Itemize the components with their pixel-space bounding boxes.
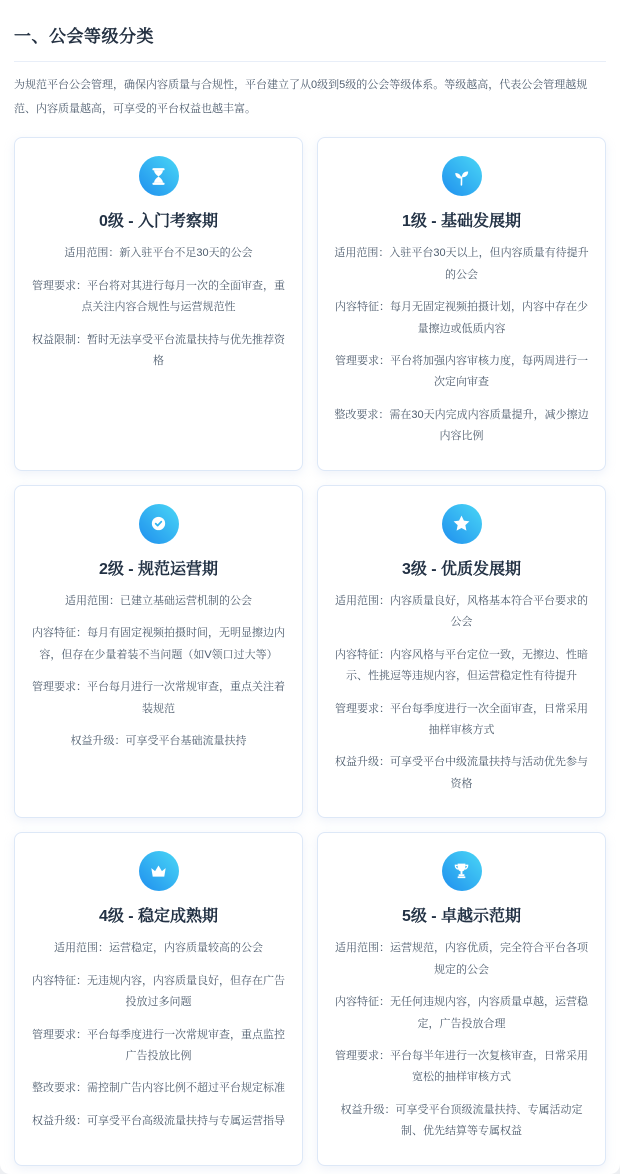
level-card-item: 内容特征：每月无固定视频拍摄计划，内容中存在少量擦边或低质内容 — [335, 301, 588, 335]
level-card-item: 适用范围：已建立基础运营机制的公会 — [65, 594, 252, 607]
level-card-item: 内容特征：内容风格与平台定位一致，无擦边、性暗示、性挑逗等违规内容，但运营稳定性有待提升 — [335, 648, 588, 683]
level-card-item: 内容特征：无任何违规内容，内容质量卓越，运营稳定，广告投放合理 — [335, 996, 588, 1030]
level-card-title: 5级 - 卓越示范期 — [401, 908, 522, 926]
level-card-item: 适用范围：内容质量良好，风格基本符合平台要求的公会 — [335, 594, 588, 629]
crown-icon — [148, 861, 169, 882]
level-card-title: 2级 - 规范运营期 — [98, 560, 219, 578]
level-card-item: 权益升级：可享受平台中级流量扶持与活动优先参与资格 — [335, 756, 588, 790]
level-card-item: 管理要求：平台每季度进行一次常规审查，重点监控广告投放比例 — [32, 1028, 285, 1063]
level-0-icon-circle — [139, 156, 179, 196]
level-4-icon-circle — [139, 851, 179, 891]
level-1-icon-circle — [442, 156, 482, 196]
level-card-item: 整改要求：需控制广告内容比例不超过平台规定标准 — [32, 1082, 285, 1095]
level-card-item: 适用范围：入驻平台30天以上，但内容质量有待提升的公会 — [334, 247, 589, 281]
level-card-item: 管理要求：平台将加强内容审核力度，每两周进行一次定向审查 — [335, 355, 588, 389]
level-card-5 — [317, 832, 606, 1166]
trophy-icon — [451, 861, 472, 882]
level-card-item: 整改要求：需在30天内完成内容质量提升，减少擦边内容比例 — [334, 408, 589, 443]
level-card-title: 1级 - 基础发展期 — [401, 213, 522, 231]
level-card-item: 管理要求：平台每季度进行一次全面审查，日常采用抽样审核方式 — [335, 702, 588, 736]
level-card-title: 0级 - 入门考察期 — [98, 213, 219, 231]
level-card-item: 适用范围：运营稳定，内容质量较高的公会 — [54, 942, 263, 955]
level-2-icon-circle — [139, 504, 179, 544]
level-3-icon-circle — [442, 504, 482, 544]
level-card-title: 3级 - 优质发展期 — [401, 560, 522, 578]
level-card-3 — [317, 485, 606, 819]
level-card-item: 内容特征：每月有固定视频拍摄时间，无明显擦边内容，但存在少量着装不当问题（如V领口过大等） — [32, 627, 285, 661]
level-card-item: 适用范围：新入驻平台不足30天的公会 — [64, 247, 253, 260]
intro-paragraph: 为规范平台公会管理，确保内容质量与合规性，平台建立了从0级到5级的公会等级体系。等级越高，代表公会管理越规范、内容质量越高，可享受的平台权益也越丰富。 — [14, 79, 588, 115]
level-card-2 — [14, 485, 303, 819]
check-circle-icon — [148, 513, 169, 534]
level-card-4 — [14, 832, 303, 1166]
sprout-icon — [451, 166, 472, 187]
hourglass-icon — [148, 166, 169, 187]
level-card-title: 4级 - 稳定成熟期 — [98, 908, 219, 926]
level-card-item: 权益升级：可享受平台基础流量扶持 — [70, 734, 247, 747]
level-card-item: 权益升级：可享受平台高级流量扶持与专属运营指导 — [32, 1114, 285, 1127]
level-card-0 — [14, 137, 303, 471]
level-card-grid — [14, 137, 606, 1166]
level-card-item: 管理要求：平台将对其进行每月一次的全面审查，重点关注内容合规性与运营规范性 — [32, 279, 285, 314]
level-card-item: 适用范围：运营规范，内容优质，完全符合平台各项规定的公会 — [335, 942, 588, 976]
level-card-item: 内容特征：无违规内容，内容质量良好，但存在广告投放过多问题 — [32, 974, 285, 1009]
level-card-item: 权益升级：可享受平台顶级流量扶持、专属活动定制、优先结算等专属权益 — [340, 1103, 583, 1138]
level-card-1 — [317, 137, 606, 471]
level-card-item: 权益限制：暂时无法享受平台流量扶持与优先推荐资格 — [32, 333, 285, 368]
star-icon — [451, 513, 472, 534]
level-card-item: 管理要求：平台每月进行一次常规审查，重点关注着装规范 — [32, 681, 285, 715]
level-5-icon-circle — [442, 851, 482, 891]
section-heading: 一、公会等级分类 — [14, 22, 606, 62]
level-card-item: 管理要求：平台每半年进行一次复核审查，日常采用宽松的抽样审核方式 — [335, 1050, 588, 1084]
